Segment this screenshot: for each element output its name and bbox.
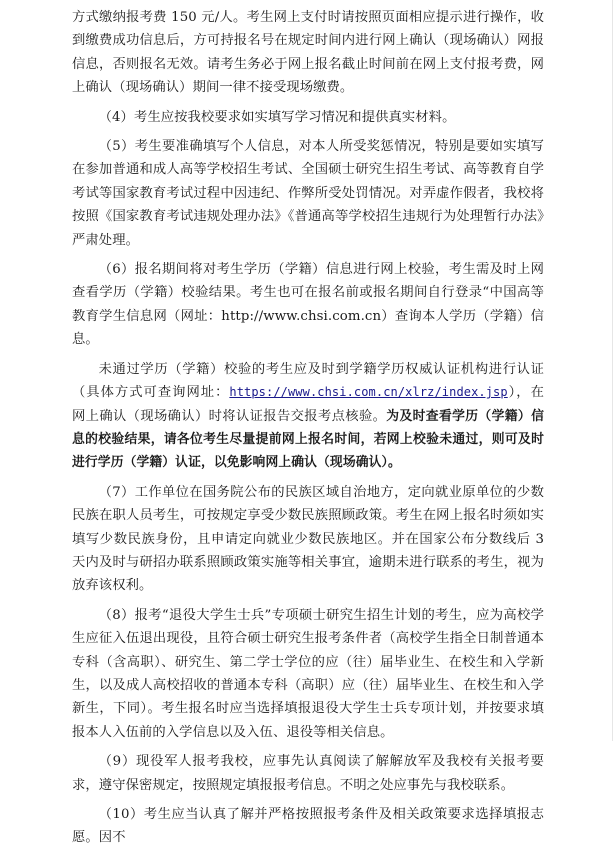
- verification-text-pre: 未通过学历（学籍）校验的考生应及时到学籍学历权威认证机构进行认证（具体方式可查询网址：: [72, 361, 544, 401]
- verification-text-mid: ），在网上确认（现场确认）时将认证报告交报考点核验。: [72, 385, 544, 424]
- paragraph-6-verification: [72, 358, 544, 475]
- paragraph-9: （9）现役军人报考我校，应事先认真阅读了解解放军及我校有关报考要求，遵守保密规定，按照规定填报报考信息。不明之处应事先与我校联系。: [72, 754, 544, 793]
- chsi-xlrz-link[interactable]: https://www.chsi.com.cn/xlrz/index.jsp: [229, 385, 508, 400]
- paragraph-8: （8）报考“退役大学生士兵”专项硕士研究生招生计划的考生，应为高校学生应征入伍退出现役，且符合硕士研究生报考条件者（高校学生指全日制普通本专科（含高职）、研究生、第二学士学位的应（往）届毕业生、在校生和入学新生，以及成人高校招收的普通本专科（高职）应（往）届毕业生、在校生和入学新生，下同）。考生报名时应当选择填报退役大学生士兵专项计划，并按要求填报本人入伍前的入学信息以及入伍、退役等相关信息。: [72, 607, 544, 740]
- paragraph-5: （5）考生要准确填写个人信息，对本人所受奖惩情况，特别是要如实填写在参加普通和成人高等学校招生考试、全国硕士研究生招生考试、高等教育自学考试等国家教育考试过程中因违纪、作弊所受处罚情况。对弄虚作假者，我校将按照《国家教育考试违规处理办法》《普通高等学校招生违规行为处理暂行办法》严肃处理。: [72, 139, 544, 248]
- paragraph-10: （10）考生应当认真了解并严格按照报考条件及相关政策要求选择填报志愿。因不: [72, 807, 544, 846]
- document-body: [72, 6, 544, 856]
- paragraph-payment: 方式缴纳报考费 150 元/人。考生网上支付时请按照页面相应提示进行操作，收到缴费成功信息后，方可持报名号在规定时间内进行网上确认（现场确认）网报信息，否则报名无效。请考生务必于网上报名截止时间前在网上支付报考费，网上确认（现场确认）期间一律不接受现场缴费。: [72, 10, 544, 96]
- paragraph-7: （7）工作单位在国务院公布的民族区域自治地方，定向就业原单位的少数民族在职人员考生，可按规定享受少数民族照顾政策。考生在网上报名时须如实填写少数民族身份，且申请定向就业少数民族地区。并在国家公布分数线后 3 天内及时与研招办联系照顾政策实施等相关事宜，逾期未进行联系的考生，视为放弃该权利。: [72, 484, 544, 594]
- verification-bold-notice: 为及时查看学历（学籍）信息的校验结果，请各位考生尽量提前网上报名时间，若网上校验未通过，则可及时进行学历（学籍）认证，以免影响网上确认（现场确认）。: [72, 408, 544, 471]
- paragraph-4: （4）考生应按我校要求如实填写学习情况和提供真实材料。: [98, 109, 456, 125]
- paragraph-6: （6）报名期间将对考生学历（学籍）信息进行网上校验，考生需及时上网查看学历（学籍）校验结果。考生也可在报名前或报名期间自行登录“中国高等教育学生信息网（网址：http://www.chsi.com.cn）查询本人学历（学籍）信息。: [72, 262, 544, 348]
